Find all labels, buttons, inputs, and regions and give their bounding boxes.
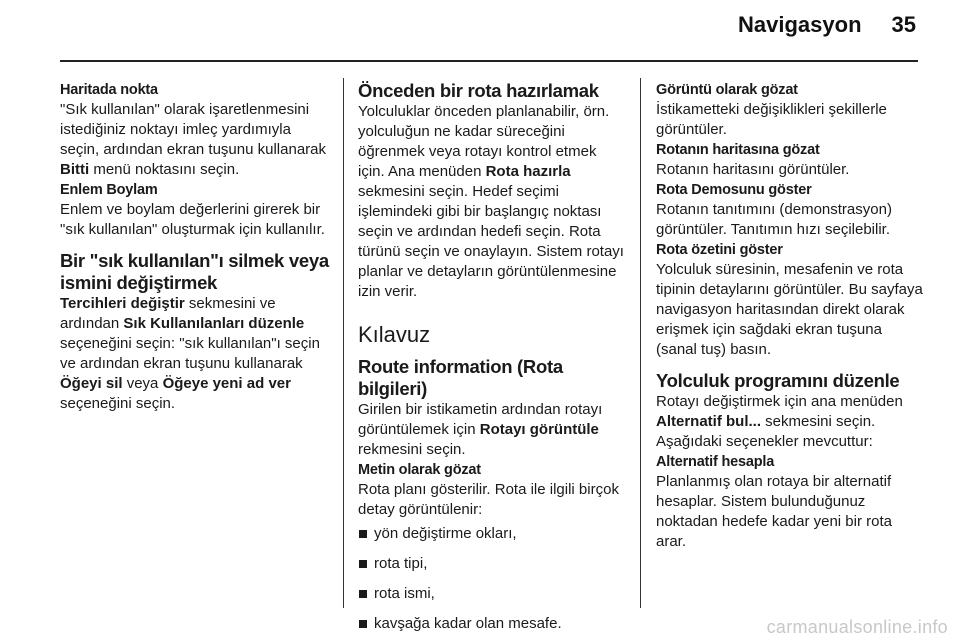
list-item: rota ismi, — [358, 584, 626, 604]
section-heading: Önceden bir rota hazırlamak — [358, 80, 599, 101]
square-bullet-icon — [359, 620, 367, 628]
section-heading: Bir "sık kullanılan"ı silmek veya ismini değiştirmek — [60, 250, 329, 293]
paragraph: Yolculuk süresinin, mesafenin ve rota tipinin detaylarını görüntüler. Bu sayfaya navigasyon haritasından direkt olarak erişmek için sağdaki ekran tuşuna (sanal tuş) basın. — [656, 261, 923, 358]
subheading: Rota Demosunu göster — [656, 182, 812, 198]
subheading: Enlem Boylam — [60, 182, 158, 198]
paragraph: Rotanın tanıtımını (demonstrasyon) görüntüler. Tanıtımın hızı seçilebilir. — [656, 201, 892, 238]
ui-term: Rotayı görüntüle — [479, 421, 599, 438]
subheading: Rota özetini göster — [656, 242, 783, 258]
ui-term: Bitti — [60, 161, 90, 178]
paragraph: Rota planı gösterilir. Rota ile ilgili birçok detay görüntülenir: — [358, 481, 619, 518]
paragraph: Yolculuklar önceden planlanabilir, örn. yolculuğun ne kadar süreceğini öğrenmek veya rotayı kontrol etmek için. Ana menüden Rota hazırla sekmesini seçin. Hedef seçimi işlemindeki gibi bir başlangıç noktası seçin ve ardından hedefi seçin. Rota türünü seçin ve onaylayın. Sistem rotayı planlar ve detayların görüntülenmesine izin verir. — [358, 103, 624, 300]
column-middle — [358, 80, 626, 644]
page-header — [738, 12, 916, 38]
ui-term: Öğeyi sil — [60, 375, 123, 392]
list-item: kavşağa kadar olan mesafe. — [358, 614, 626, 634]
watermark: carmanualsonline.info — [766, 617, 948, 637]
square-bullet-icon — [359, 530, 367, 538]
paragraph: Girilen bir istikametin ardından rotayı görüntülemek için Rotayı görüntüle rekmesini seçin. — [358, 401, 603, 458]
subheading: Rotanın haritasına gözat — [656, 142, 820, 158]
paragraph: Planlanmış olan rotaya bir alternatif hesaplar. Sistem bulunduğunuz noktadan hedefe kadar yeni bir rota arar. — [656, 473, 892, 550]
ui-term: Alternatif bul... — [656, 413, 761, 430]
paragraph: İstikametteki değişiklikleri şekillerle görüntüler. — [656, 101, 887, 138]
column-right — [656, 80, 924, 552]
ui-term: Öğeye yeni ad ver — [162, 375, 291, 392]
ui-term: Tercihleri değiştir — [60, 295, 185, 312]
paragraph: Tercihleri değiştir sekmesini ve ardından Sık Kullanılanları düzenle seçeneğini seçin: "sık kullanılan"ı seçin ve ardından ekran tuşunu kullanarak Öğeyi sil veya Öğeye yeni ad ver seçeneğini seçin. — [60, 295, 320, 412]
subheading: Görüntü olarak gözat — [656, 82, 798, 98]
column-divider — [343, 78, 344, 608]
section-heading: Yolculuk programını düzenle — [656, 370, 900, 391]
paragraph: "Sık kullanılan" olarak işaretlenmesini istediğiniz noktayı imleç yardımıyla seçin, ardından ekran tuşunu kullanarak Bitti menü noktasını seçin. — [60, 101, 327, 178]
chapter-heading: Kılavuz — [358, 322, 431, 347]
square-bullet-icon — [359, 560, 367, 568]
list-item: rota tipi, — [358, 554, 626, 574]
page-number: 35 — [891, 12, 916, 37]
subheading: Alternatif hesapla — [656, 454, 775, 470]
column-divider — [640, 78, 641, 608]
ui-term: Sık Kullanılanları düzenle — [123, 315, 305, 332]
header-rule — [60, 60, 918, 62]
column-left — [60, 80, 332, 414]
paragraph: Enlem ve boylam değerlerini girerek bir "sık kullanılan" oluşturmak için kullanılır. — [60, 201, 325, 238]
section-title: Navigasyon — [738, 12, 862, 37]
square-bullet-icon — [359, 590, 367, 598]
ui-term: Rota hazırla — [485, 163, 571, 180]
subheading: Haritada nokta — [60, 82, 158, 98]
bullet-list — [358, 524, 626, 634]
section-heading: Route information (Rota bilgileri) — [358, 356, 563, 399]
list-item: yön değiştirme okları, — [358, 524, 626, 544]
subheading: Metin olarak gözat — [358, 462, 481, 478]
paragraph: Rotanın haritasını görüntüler. — [656, 161, 850, 178]
paragraph: Rotayı değiştirmek için ana menüden Alternatif bul... sekmesini seçin. Aşağıdaki seçenekler mevcuttur: — [656, 393, 903, 450]
